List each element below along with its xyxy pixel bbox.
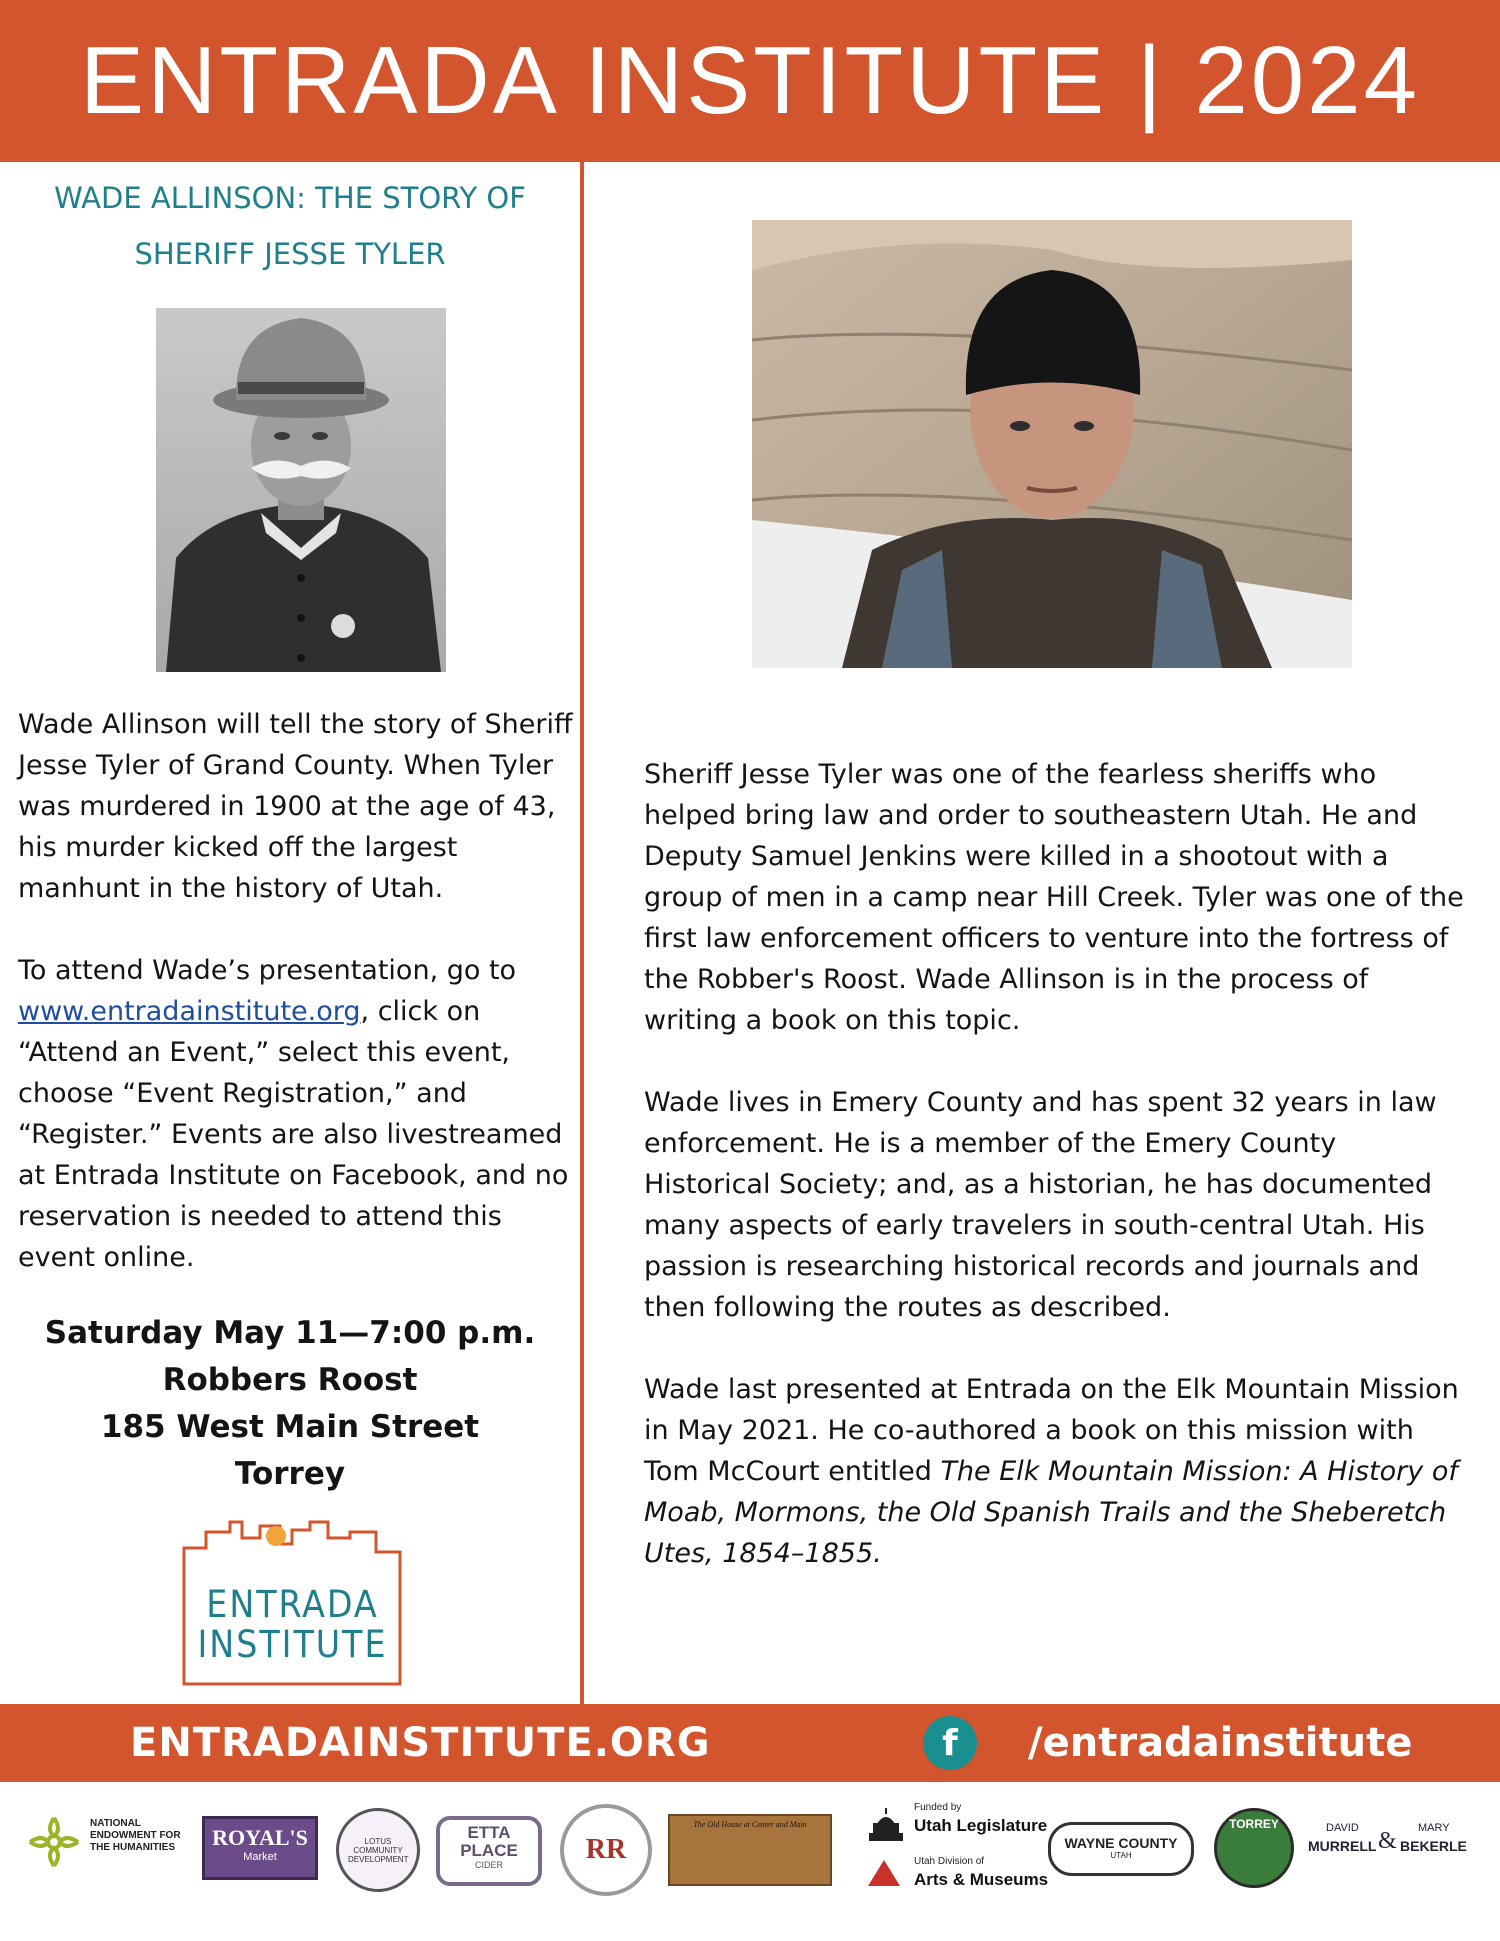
ampersand-text: & (1378, 1828, 1397, 1854)
utah-legislature-text: Utah Legislature (914, 1816, 1048, 1835)
facebook-icon[interactable]: f (923, 1716, 977, 1770)
etta-place-cider-logo (436, 1816, 542, 1886)
event-details (0, 1310, 580, 1498)
bio-paragraph-2: Wade lives in Emery County and has spent 32 years in law enforcement. He is a member of the Emery County Historical Society; and, as a historian, he has documented many aspects of early travelers in south-central Utah. His passion is researching historical records and journals and then following the routes as described. (644, 1087, 1437, 1323)
footer-website[interactable]: ENTRADAINSTITUTE.ORG (130, 1720, 711, 1766)
wayne-county-text: WAYNE COUNTY (1064, 1835, 1178, 1851)
website-link[interactable]: www.entradainstitute.org (18, 996, 361, 1027)
royals-market-logo (202, 1816, 318, 1880)
old-house-logo-text: The Old House at Center and Main (693, 1820, 807, 1829)
event-address: 185 West Main Street (100, 1409, 480, 1445)
sheriff-portrait-photo (156, 308, 446, 672)
wade-allinson-photo (752, 220, 1352, 668)
bio-paragraph-1: Sheriff Jesse Tyler was one of the fearless sheriffs who helped bring law and order to southeastern Utah. He and Deputy Samuel Jenkins were killed in a shootout with a group of men in a camp near Hill Creek. Tyler was one of the first law enforcement officers to venture into the fortress of the Robber's Roost. Wade Allinson is in the process of writing a book on this topic. (644, 759, 1464, 1036)
bio-paragraph-3-text: Wade last presented at Entrada on the Elk Mountain Mission in May 2021. He co-authored a book on this mission with Tom McCourt entitled (644, 1374, 1459, 1487)
arts-museums-text: Arts & Museums (914, 1870, 1049, 1889)
entrada-institute-logo (180, 1518, 405, 1686)
logo-text-institute: INSTITUTE (197, 1623, 388, 1666)
bio-paragraph-3 (644, 1369, 1464, 1574)
intro-paragraph: Wade Allinson will tell the story of Sheriff Jesse Tyler of Grand County. When Tyler was murdered in 1900 at the age of 43, his murder kicked off the largest manhunt in the history of Utah. (18, 709, 573, 904)
event-town: Torrey (234, 1456, 346, 1492)
royals-logo-market: Market (243, 1851, 277, 1863)
etta-logo-line2: PLACE (460, 1841, 518, 1860)
bekerle-text: BEKERLE (1400, 1838, 1467, 1854)
event-venue: Robbers Roost (162, 1362, 418, 1398)
old-house-logo (668, 1814, 832, 1886)
arts-museums-icon (866, 1856, 902, 1890)
murrell-text: MURRELL (1308, 1838, 1377, 1854)
royals-logo-name: ROYAL'S (212, 1825, 308, 1850)
torrey-logo (1214, 1808, 1294, 1888)
right-column (584, 162, 1500, 1704)
robbers-roost-mark: RR (585, 1834, 627, 1865)
attend-text-after: , click on “Attend an Event,” select this event, choose “Event Registration,” and “Register.” Events are also livestreamed at Entrada Institute on Facebook, and no reservation is needed to attend this event online. (18, 996, 569, 1273)
attend-paragraph (18, 950, 573, 1278)
right-body-text (644, 754, 1464, 1615)
logo-text-entrada: ENTRADA (206, 1583, 379, 1626)
book-title: The Elk Mountain Mission: A History of Moab, Mormons, the Old Spanish Trails and the Sheberetch Utes, 1854–1855. (644, 1456, 1458, 1569)
etta-logo-line3: CIDER (474, 1860, 503, 1870)
lotus-community-logo (336, 1808, 420, 1892)
event-title-line2: SHERIFF JESSE TYLER (134, 237, 446, 271)
capitol-icon (866, 1806, 906, 1842)
robbers-roost-logo (560, 1804, 652, 1896)
left-column (0, 162, 580, 1704)
attend-text-before: To attend Wade’s presentation, go to (18, 955, 517, 986)
header-title: ENTRADA INSTITUTE | 2024 (80, 27, 1420, 134)
torrey-logo-text: TORREY (1229, 1817, 1279, 1831)
facebook-handle[interactable]: /entradainstitute (1028, 1720, 1413, 1766)
etta-logo-line1: ETTA (467, 1823, 511, 1842)
david-text: DAVID (1326, 1822, 1359, 1834)
wayne-county-logo (1048, 1822, 1194, 1876)
utah-division-text: Utah Division of (914, 1856, 985, 1867)
neh-logo-icon (26, 1814, 82, 1870)
page-header (0, 0, 1500, 162)
event-date: Saturday May 11—7:00 p.m. (44, 1315, 536, 1351)
sponsor-logos (0, 1782, 1500, 1941)
neh-logo-text: NATIONAL ENDOWMENT FOR THE HUMANITIES (90, 1818, 181, 1853)
lotus-logo-text: LOTUS COMMUNITY DEVELOPMENT (348, 1836, 409, 1864)
wayne-utah-text: UTAH (1110, 1851, 1132, 1860)
footer-bar (0, 1704, 1500, 1782)
mary-text: MARY (1418, 1822, 1450, 1834)
left-body-text (18, 704, 573, 1319)
funded-by-text: Funded by (914, 1802, 962, 1813)
event-title-line1: WADE ALLINSON: THE STORY OF (54, 181, 526, 215)
